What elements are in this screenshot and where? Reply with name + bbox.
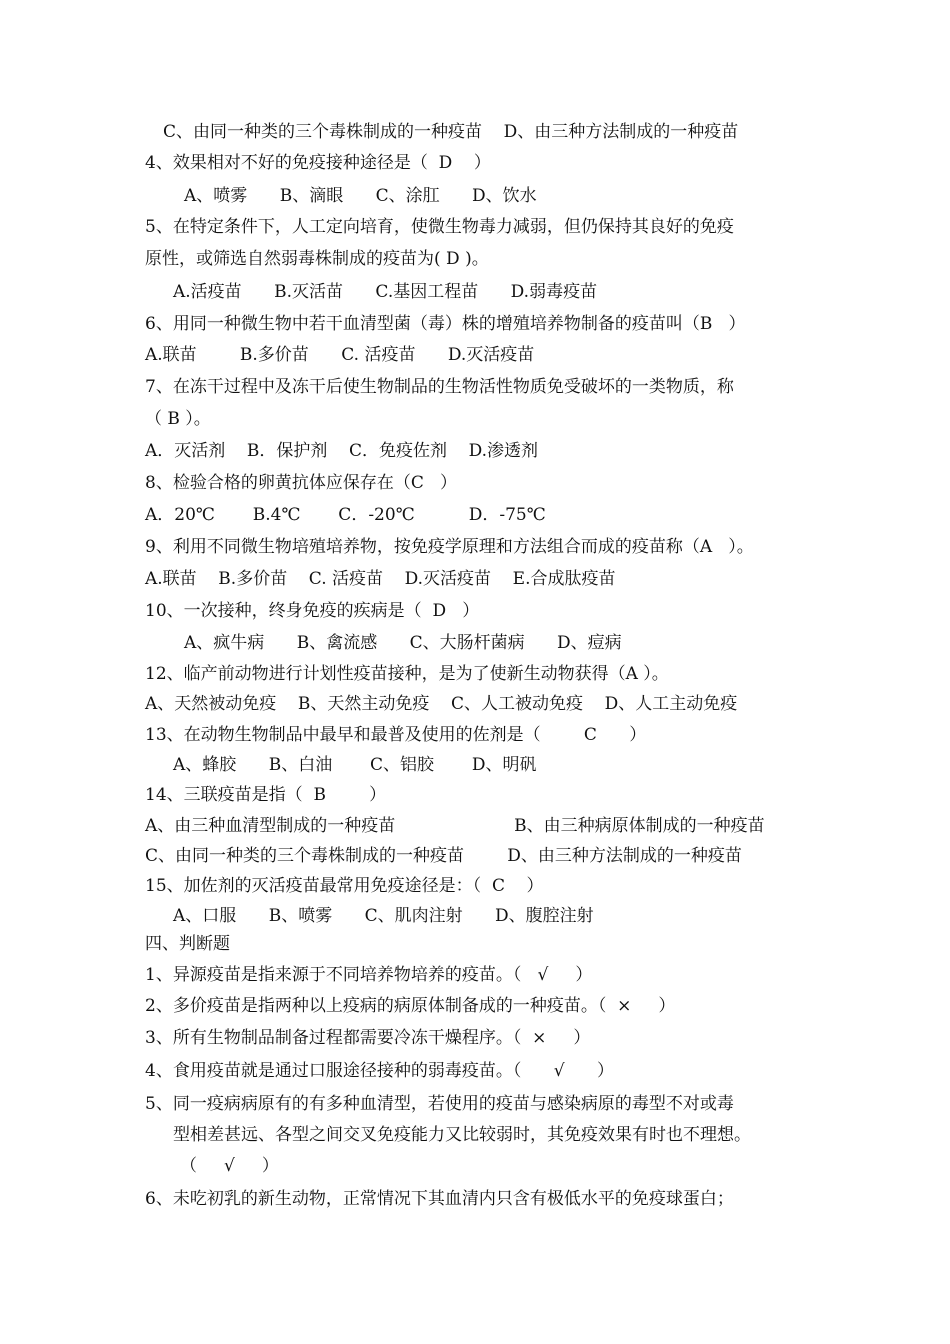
options-line: A、疯牛病 B、禽流感 C、大肠杆菌病 D、痘病 <box>184 633 622 653</box>
options-line: A、喷雾 B、滴眼 C、涂肛 D、饮水 <box>184 186 537 206</box>
judgment-1: 1、异源疫苗是指来源于不同培养物培养的疫苗。（ √ ） <box>145 965 593 985</box>
judgment-5-cont: 型相差甚远、各型之间交叉免疫能力又比较弱时，其免疫效果有时也不理想。 <box>173 1125 751 1145</box>
question-15: 15、加佐剂的灭活疫苗最常用免疫途径是：（ C ） <box>145 876 544 896</box>
question-7: 7、在冻干过程中及冻干后使生物制品的生物活性物质免受破坏的一类物质，称 <box>145 377 734 397</box>
option-line: C、由同一种类的三个毒株制成的一种疫苗 D、由三种方法制成的一种疫苗 <box>163 122 739 142</box>
question-9: 9、利用不同微生物培殖培养物，按免疫学原理和方法组合而成的疫苗称（A ）。 <box>145 537 754 557</box>
question-4: 4、效果相对不好的免疫接种途径是（ D ） <box>145 153 491 173</box>
question-5: 5、在特定条件下，人工定向培育，使微生物毒力减弱，但仍保持其良好的免疫 <box>145 217 734 237</box>
options-line: A．灭活剂 B．保护剂 C．免疫佐剂 D.渗透剂 <box>145 441 539 461</box>
judgment-6: 6、未吃初乳的新生动物，正常情况下其血清内只含有极低水平的免疫球蛋白； <box>145 1189 734 1209</box>
question-8: 8、检验合格的卵黄抗体应保存在（C ） <box>145 473 458 493</box>
options-line: A.活疫苗 B.灭活苗 C.基因工程苗 D.弱毒疫苗 <box>173 282 598 302</box>
judgment-3: 3、所有生物制品制备过程都需要冷冻干燥程序。（ × ） <box>145 1028 591 1048</box>
options-line: A.联苗 B.多价苗 C. 活疫苗 D.灭活疫苗 E.合成肽疫苗 <box>145 569 616 589</box>
section-heading: 四、判断题 <box>145 934 230 954</box>
options-line: C、由同一种类的三个毒株制成的一种疫苗 D、由三种方法制成的一种疫苗 <box>145 846 742 866</box>
options-line: A.联苗 B.多价苗 C. 活疫苗 D.灭活疫苗 <box>145 345 535 365</box>
options-line: A．20℃ B.4℃ C．-20℃ D．-75℃ <box>145 505 546 525</box>
judgment-5-answer: （ √ ） <box>180 1156 279 1176</box>
options-line: A、由三种血清型制成的一种疫苗 B、由三种病原体制成的一种疫苗 <box>145 816 765 836</box>
options-line: A、口服 B、喷雾 C、肌肉注射 D、腹腔注射 <box>173 906 594 926</box>
question-6: 6、用同一种微生物中若干血清型菌（毒）株的增殖培养物制备的疫苗叫（B ） <box>145 314 746 334</box>
judgment-5: 5、同一疫病病原有的有多种血清型，若使用的疫苗与感染病原的毒型不对或毒 <box>145 1094 734 1114</box>
question-5-cont: 原性，或筛选自然弱毒株制成的疫苗为( D )。 <box>145 249 489 269</box>
judgment-4: 4、食用疫苗就是通过口服途径接种的弱毒疫苗。（ √ ） <box>145 1061 614 1081</box>
question-10: 10、一次接种，终身免疫的疾病是（ D ） <box>145 601 480 621</box>
options-line: A、蜂胶 B、白油 C、铝胶 D、明矾 <box>173 755 537 775</box>
judgment-2: 2、多价疫苗是指两种以上疫病的病原体制备成的一种疫苗。（ × ） <box>145 996 676 1016</box>
question-13: 13、在动物生物制品中最早和最普及使用的佐剂是（ C ） <box>145 725 647 745</box>
options-line: A、天然被动免疫 B、天然主动免疫 C、人工被动免疫 D、人工主动免疫 <box>145 694 738 714</box>
question-12: 12、临产前动物进行计划性疫苗接种，是为了使新生动物获得（A ）。 <box>145 664 669 684</box>
question-14: 14、三联疫苗是指（ B ） <box>145 785 387 805</box>
question-7-cont: （ B ）。 <box>145 409 211 429</box>
